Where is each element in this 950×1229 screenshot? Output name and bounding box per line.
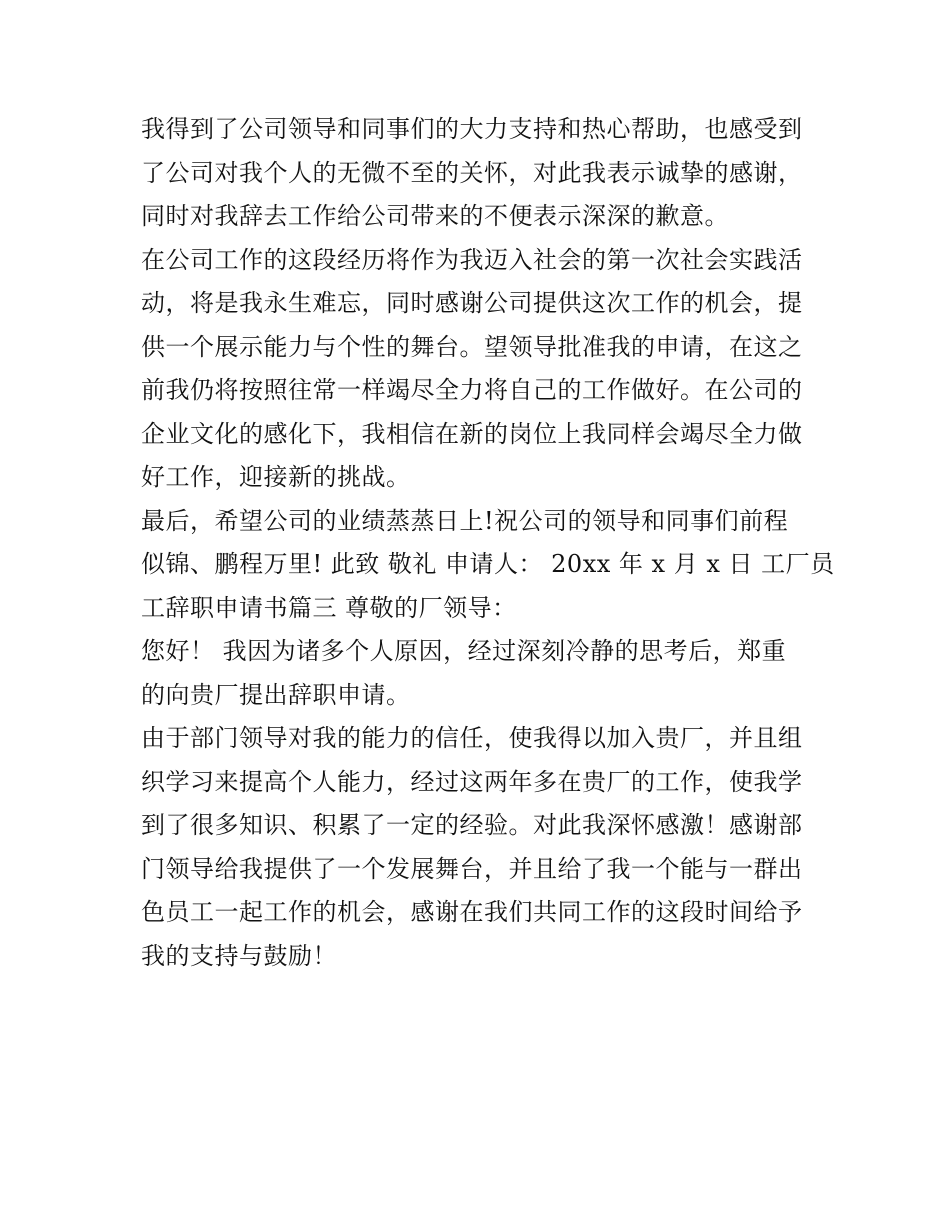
text-line: 我的支持与鼓励！ bbox=[141, 941, 337, 970]
text-line: 色员工一起工作的机会，感谢在我们共同工作的这段时间给予 bbox=[141, 898, 803, 926]
text-line: 由于部门领导对我的能力的信任，使我得以加入贵厂，并且组 bbox=[141, 724, 803, 752]
text-line: 织学习来提高个人能力，经过这两年多在贵厂的工作，使我学 bbox=[141, 767, 803, 796]
text-line: 供一个展示能力与个性的舞台。望领导批准我的申请，在这之 bbox=[141, 332, 803, 361]
text-line: 门领导给我提供了一个发展舞台，并且给了我一个能与一群出 bbox=[141, 854, 803, 883]
text-line: 同时对我辞去工作给公司带来的不便表示深深的歉意。 bbox=[141, 202, 729, 230]
text-line: 到了很多知识、积累了一定的经验。对此我深怀感激！感谢部 bbox=[141, 811, 803, 839]
text-line: 了公司对我个人的无微不至的关怀，对此我表示诚挚的感谢， bbox=[141, 158, 803, 187]
text-line: 企业文化的感化下，我相信在新的岗位上我同样会竭尽全力做 bbox=[141, 419, 803, 448]
text-line: 的向贵厂提出辞职申请。 bbox=[141, 680, 411, 709]
text-line: 好工作，迎接新的挑战。 bbox=[141, 463, 411, 491]
text-line: 最后，希望公司的业绩蒸蒸日上!祝公司的领导和同事们前程 bbox=[141, 506, 789, 535]
text-line: 前我仍将按照往常一样竭尽全力将自己的工作做好。在公司的 bbox=[141, 376, 803, 404]
text-line: 我得到了公司领导和同事们的大力支持和热心帮助，也感受到 bbox=[141, 115, 803, 143]
document-body bbox=[141, 108, 835, 978]
text-line: 您好！ 我因为诸多个人原因，经过深刻冷静的思考后，郑重 bbox=[141, 637, 787, 665]
text-line: 动，将是我永生难忘，同时感谢公司提供这次工作的机会，提 bbox=[141, 289, 803, 317]
text-line: 在公司工作的这段经历将作为我迈入社会的第一次社会实践活 bbox=[141, 245, 803, 274]
text-line: 似锦、鹏程万里! 此致 敬礼 申请人： 20xx 年 x 月 x 日 工厂员 bbox=[141, 550, 835, 578]
text-line: 工辞职申请书篇三 尊敬的厂领导： bbox=[141, 593, 517, 622]
